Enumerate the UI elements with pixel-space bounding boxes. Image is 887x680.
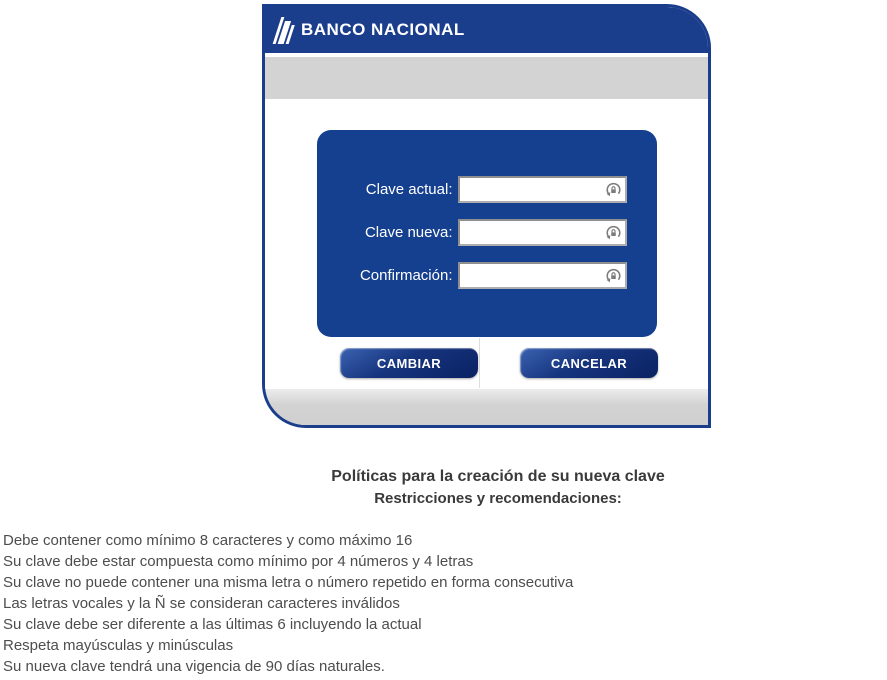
password-change-card — [262, 4, 711, 428]
confirm-password-row — [317, 262, 657, 289]
policy-item: Las letras vocales y la Ñ se consideran caracteres inválidos — [3, 595, 400, 612]
policy-title: Políticas para la creación de su nueva clave — [331, 468, 665, 485]
new-password-keypad-button[interactable] — [603, 222, 624, 243]
new-password-row — [317, 219, 657, 246]
lock-refresh-icon — [604, 223, 623, 242]
new-password-label: Clave nueva: — [364, 224, 453, 241]
confirm-password-keypad-button[interactable] — [603, 265, 624, 286]
bank-logo-text: BANCO NACIONAL — [301, 20, 465, 39]
cancel-button[interactable]: CANCELAR — [520, 348, 658, 378]
lock-refresh-icon — [604, 180, 623, 199]
confirm-password-input[interactable] — [458, 262, 627, 289]
policy-subtitle: Restricciones y recomendaciones: — [374, 490, 622, 507]
policy-headings — [109, 466, 887, 509]
new-password-input-wrap — [458, 219, 627, 246]
current-password-row — [317, 176, 657, 203]
change-button[interactable]: CAMBIAR — [340, 348, 478, 378]
current-password-input-wrap — [458, 176, 627, 203]
current-password-label: Clave actual: — [365, 181, 453, 198]
card-header — [265, 7, 708, 53]
password-form-panel — [317, 130, 657, 337]
policy-item: Debe contener como mínimo 8 caracteres y como máximo 16 — [3, 532, 413, 549]
header-gray-band — [265, 57, 708, 99]
bank-logo — [277, 17, 465, 44]
policy-item: Su clave debe ser diferente a las últimas 6 incluyendo la actual — [3, 616, 422, 633]
policy-list — [3, 530, 743, 677]
policy-item: Su nueva clave tendrá una vigencia de 90 días naturales. — [3, 658, 385, 675]
button-cell-divider — [479, 338, 480, 388]
policy-item: Respeta mayúsculas y minúsculas — [3, 637, 234, 654]
confirm-password-label: Confirmación: — [359, 267, 453, 284]
current-password-keypad-button[interactable] — [603, 179, 624, 200]
new-password-input[interactable] — [458, 219, 627, 246]
bank-logo-stripes-icon — [273, 17, 298, 44]
card-footer-band — [265, 389, 708, 425]
policy-item: Su clave debe estar compuesta como mínimo por 4 números y 4 letras — [3, 553, 474, 570]
lock-refresh-icon — [604, 266, 623, 285]
card-content — [265, 99, 708, 389]
confirm-password-input-wrap — [458, 262, 627, 289]
policy-item: Su clave no puede contener una misma letra o número repetido en forma consecutiva — [3, 574, 574, 591]
current-password-input[interactable] — [458, 176, 627, 203]
